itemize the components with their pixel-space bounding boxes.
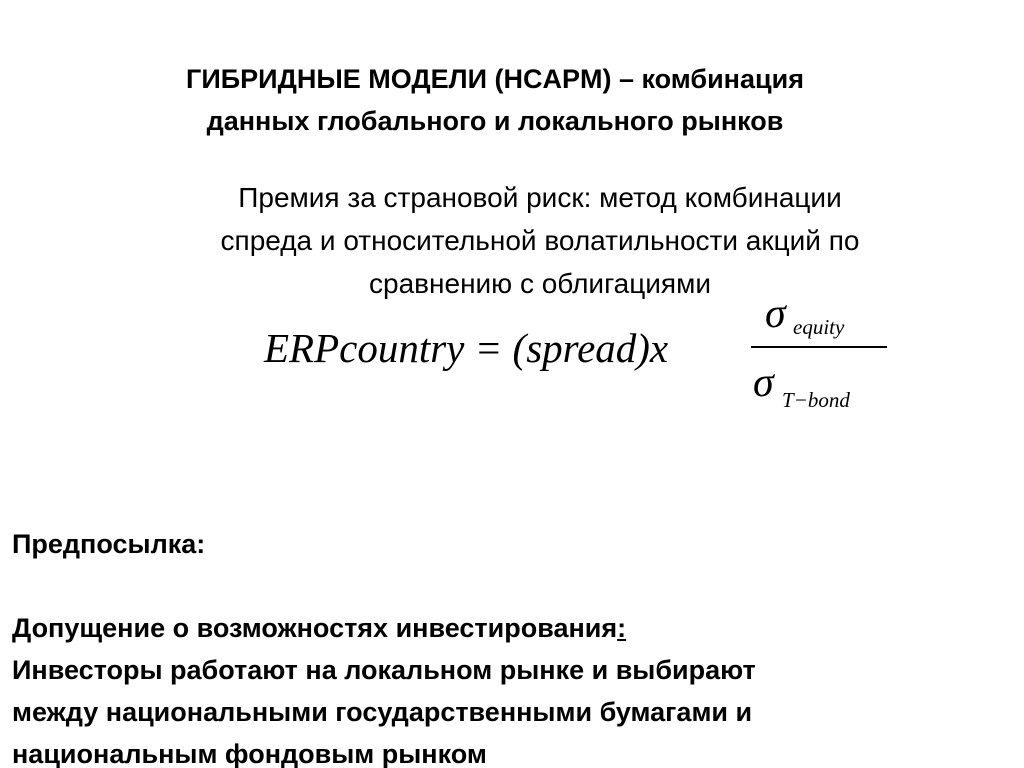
country-risk-premium-heading-line-1: Премия за страновой риск: метод комбинации (238, 182, 842, 213)
assumption-line-3: национальным фондовым рынком (12, 739, 487, 768)
formula-lhs: ERPcountry = (spread)x (264, 325, 669, 371)
slide-title-line-2: данных глобального и локального рынков (206, 106, 784, 136)
premise-section (12, 523, 1012, 768)
section-spacer (12, 565, 1012, 607)
formula-denominator-subscript: T−bond (782, 388, 850, 412)
slide-title-line-1: ГИБРИДНЫЕ МОДЕЛИ (HCAPM) – комбинация (186, 64, 804, 94)
formula-numerator-sigma: σ (765, 291, 786, 337)
formula-numerator-subscript: equity (793, 315, 845, 339)
assumption-heading (12, 607, 1012, 649)
assumption-colon: : (617, 613, 627, 643)
slide-title (0, 58, 990, 142)
formula-denominator-sigma: σ (753, 360, 774, 406)
country-risk-premium-heading (100, 176, 980, 305)
country-risk-premium-heading-line-3: сравнению с облигациями (369, 268, 711, 299)
country-risk-premium-heading-line-2: спреда и относительной волатильности акций по (220, 225, 860, 256)
formula-fraction-bar (751, 346, 887, 348)
assumption-line-1: Инвесторы работают на локальном рынке и выбирают (12, 655, 756, 685)
premise-label: Предпосылка: (12, 529, 206, 559)
assumption-label: Допущение о возможностях инвестирования (12, 613, 618, 643)
assumption-line-2: между национальными государственными бумагами и (12, 697, 753, 727)
